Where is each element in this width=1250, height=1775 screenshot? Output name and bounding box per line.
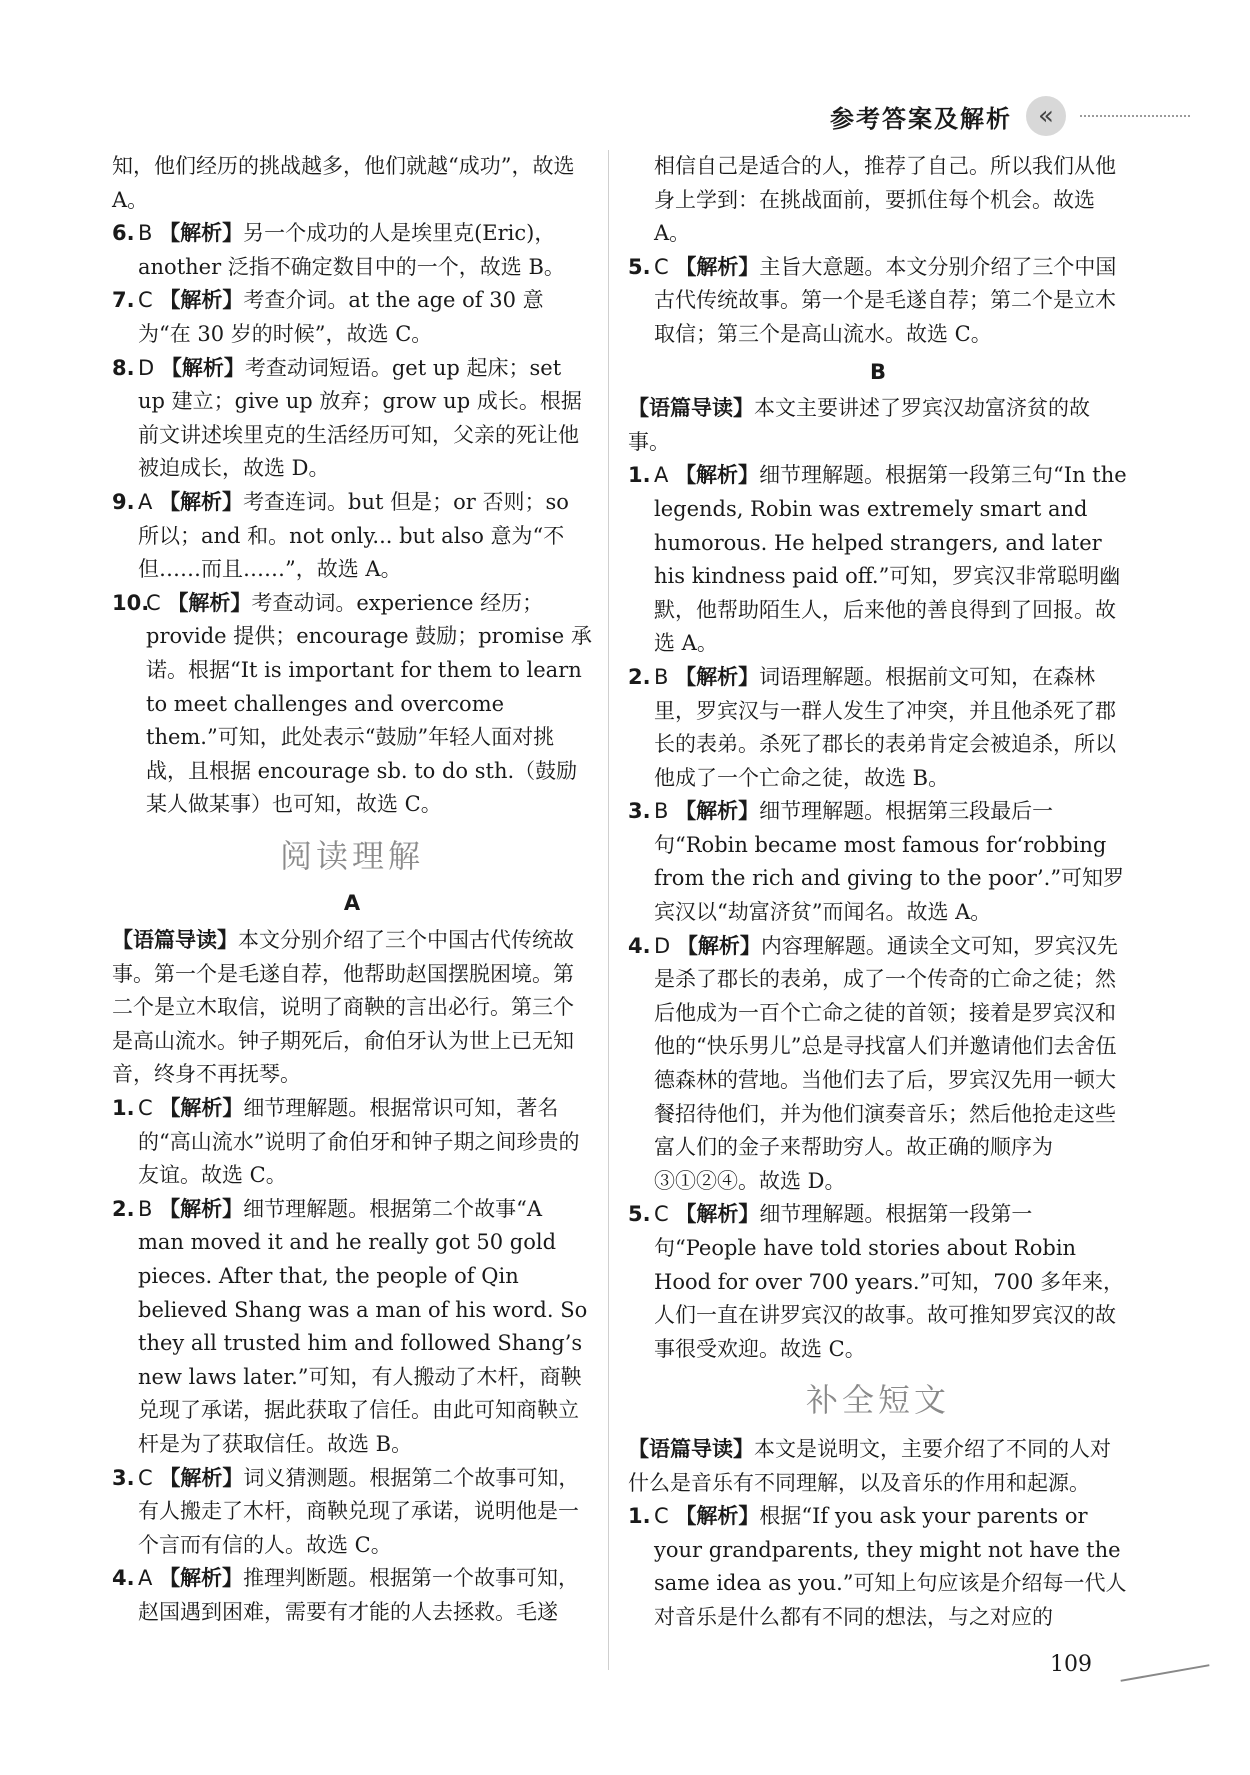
answer-item-10 xyxy=(112,587,592,822)
answer-letter: B xyxy=(654,664,669,689)
answer-letter: C xyxy=(146,590,161,615)
analysis-tag: 【解析】 xyxy=(160,355,245,380)
item-number: 1. xyxy=(628,463,651,488)
answer-letter: A xyxy=(138,1566,153,1591)
guide-text: 本文主要讲述了罗宾汉劫富济贫的故事。 xyxy=(628,396,1090,454)
item-number: 8. xyxy=(112,355,135,380)
guide-text: 本文分别介绍了三个中国古代传统故事。第一个是毛遂自荐，他帮助赵国摆脱困境。第二个是立木取信，说明了商鞅的言出必行。第三个是高山流水。钟子期死后，俞伯牙认为世上已无知音，终身不再抚琴。 xyxy=(112,928,574,1087)
guide-text: 本文是说明文，主要介绍了不同的人对什么是音乐有不同理解，以及音乐的作用和起源。 xyxy=(628,1436,1111,1495)
item-number: 1. xyxy=(628,1504,651,1529)
analysis-tag: 【解析】 xyxy=(675,799,760,824)
answer-item-a1 xyxy=(112,1092,592,1193)
item-number: 4. xyxy=(628,933,651,958)
analysis-tag: 【解析】 xyxy=(159,1465,244,1490)
analysis-tag: 【解析】 xyxy=(159,1566,244,1591)
item-number: 2. xyxy=(628,664,651,689)
item-number: 10. xyxy=(112,590,150,615)
answer-letter: C xyxy=(654,1202,669,1227)
reading-guide-cloze xyxy=(628,1432,1128,1500)
analysis-text: 细节理解题。根据第三段最后一句“Robin became most famous for‘robbing from the rich and giving to the poor’.”可知罗宾汉以“劫富济贫”而闻名。故选 A。 xyxy=(654,799,1125,925)
item-number: 7. xyxy=(112,288,135,313)
analysis-text: 词语理解题。根据前文可知，在森林里，罗宾汉与一群人发生了冲突，并且他杀死了郡长的表弟。杀死了郡长的表弟肯定会被追杀，所以他成了一个亡命之徒，故选 B。 xyxy=(654,664,1116,790)
analysis-tag: 【解析】 xyxy=(159,489,244,514)
item-number: 2. xyxy=(112,1196,135,1221)
answer-item-8 xyxy=(112,352,592,486)
analysis-text: 细节理解题。根据第一段第一句“People have told stories about Robin Hood for over 700 years.”可知，700 多年来，人们一直在讲罗宾汉的故事。故可推知罗宾汉的故事很受欢迎。故选 C。 xyxy=(654,1202,1125,1361)
item-number: 3. xyxy=(112,1465,135,1490)
analysis-text: 推理判断题。根据第一个故事可知，赵国遇到困难，需要有才能的人去拯救。毛遂 xyxy=(138,1566,580,1624)
answer-letter: D xyxy=(654,933,671,958)
guide-tag: 【语篇导读】 xyxy=(628,395,754,421)
analysis-text: 细节理解题。根据第一段第三句“In the legends, Robin was extremely smart and humorous. He helped strangers, and later his kindness paid off.”可知，罗宾汉非常聪明幽默，他帮助陌生人，后来他的善良得到了回报。故选 A。 xyxy=(654,463,1127,656)
answer-letter: A xyxy=(138,489,153,514)
analysis-tag: 【解析】 xyxy=(159,1096,244,1121)
answer-item-b4 xyxy=(628,930,1128,1199)
answer-item-a2 xyxy=(112,1193,592,1462)
answer-letter: C xyxy=(138,1465,153,1490)
header-title: 参考答案及解析 xyxy=(830,104,1012,133)
sub-title-b: B xyxy=(869,359,886,384)
answer-letter: B xyxy=(654,799,669,824)
answer-letter: C xyxy=(654,1504,669,1529)
answer-item-b1 xyxy=(628,459,1128,661)
analysis-text: 细节理解题。根据第二个故事“A man moved it and he really got 50 gold pieces. After that, the people of Qin believed Shang was a man of his word. So they all trusted him and followed Shang’s new laws later.”可知，有人搬动了木杆，商鞅兑现了承诺，据此获取了信任。由此可知商鞅立杆是为了获取信任。故选 B。 xyxy=(138,1196,588,1456)
answer-letter: B xyxy=(138,1196,153,1221)
analysis-tag: 【解析】 xyxy=(675,254,760,279)
header-dotted-rule xyxy=(1080,115,1190,117)
answer-item-b5 xyxy=(628,1198,1128,1366)
answer-letter: C xyxy=(654,254,669,279)
answer-item-b3 xyxy=(628,795,1128,929)
reading-guide-b xyxy=(628,391,1128,459)
answer-letter: C xyxy=(138,288,153,313)
analysis-tag: 【解析】 xyxy=(675,664,760,689)
analysis-text: 另一个成功的人是埃里克(Eric)，another 泛指不确定数目中的一个，故选 B。 xyxy=(138,221,565,279)
guide-tag: 【语篇导读】 xyxy=(112,927,238,953)
item-number: 4. xyxy=(112,1566,135,1591)
double-chevron-left-icon: « xyxy=(1026,96,1066,136)
answer-item-6 xyxy=(112,217,592,284)
analysis-text: 内容理解题。通读全文可知，罗宾汉先是杀了郡长的表弟，成了一个传奇的亡命之徒；然后他成为一百个亡命之徒的首领；接着是罗宾汉和他的“快乐男儿”总是寻找富人们并邀请他们去舍伍德森林的营地。当他们去了后，罗宾汉先用一顿大餐招待他们，并为他们演奏音乐；然后他抢走这些富人们的金子来帮助穷人。故正确的顺序为③①②④。故选 D。 xyxy=(654,933,1118,1193)
section-title-cloze: 补全短文 xyxy=(805,1381,950,1420)
answer-letter: C xyxy=(138,1096,153,1121)
analysis-text: 词义猜测题。根据第二个故事可知，有人搬走了木杆，商鞅兑现了承诺，说明他是一个言而有信的人。故选 C。 xyxy=(138,1465,580,1557)
analysis-tag: 【解析】 xyxy=(167,590,252,615)
guide-tag: 【语篇导读】 xyxy=(628,1435,754,1461)
item-number: 5. xyxy=(628,254,651,279)
analysis-tag: 【解析】 xyxy=(676,933,761,958)
analysis-tag: 【解析】 xyxy=(159,221,244,246)
right-intro: 相信自己是适合的人，推荐了自己。所以我们从他身上学到：在挑战面前，要抓住每个机会。故选 A。 xyxy=(654,154,1116,246)
column-divider xyxy=(608,150,609,1670)
answer-item-a3 xyxy=(112,1462,592,1563)
analysis-text: 主旨大意题。本文分别介绍了三个中国古代传统故事。第一个是毛遂自荐；第二个是立木取信；第三个是高山流水。故选 C。 xyxy=(654,254,1117,346)
reading-guide xyxy=(112,923,592,1092)
analysis-tag: 【解析】 xyxy=(675,1504,760,1529)
item-number: 5. xyxy=(628,1202,651,1227)
left-intro: 知，他们经历的挑战越多，他们就越“成功”，故选 A。 xyxy=(112,154,575,212)
sub-title-a: A xyxy=(343,891,361,916)
item-number: 6. xyxy=(112,221,135,246)
answer-letter: A xyxy=(654,463,669,488)
item-number: 9. xyxy=(112,489,135,514)
answer-letter: B xyxy=(138,221,153,246)
answer-item-b2 xyxy=(628,661,1128,795)
answer-item-9 xyxy=(112,486,592,587)
analysis-text: 考查动词短语。get up 起床；set up 建立；give up 放弃；grow up 成长。根据前文讲述埃里克的生活经历可知，父亲的死让他被迫成长，故选 D。 xyxy=(138,355,582,481)
page-number: 109 xyxy=(1050,1652,1092,1677)
item-number: 3. xyxy=(628,799,651,824)
analysis-text: 考查连词。but 但是；or 否则；so 所以；and 和。not only... but also 意为“不但……而且……”，故选 A。 xyxy=(138,489,569,582)
answer-letter: D xyxy=(138,355,155,380)
analysis-text: 细节理解题。根据常识可知，著名的“高山流水”说明了俞伯牙和钟子期之间珍贵的友谊。故选 C。 xyxy=(138,1096,580,1188)
analysis-tag: 【解析】 xyxy=(159,1196,244,1221)
analysis-text: 根据“If you ask your parents or your grandparents, they might not have the same idea as you.”可知上句应该是介绍每一代人对音乐是什么都有不同的想法，与之对应的 xyxy=(654,1504,1127,1629)
answer-item-7 xyxy=(112,284,592,351)
analysis-tag: 【解析】 xyxy=(159,288,244,313)
analysis-tag: 【解析】 xyxy=(675,463,760,488)
analysis-text: 考查动词。experience 经历；provide 提供；encourage 鼓励；promise 承诺。根据“It is important for them to learn to meet challenges and overcome them.”可知，此处表示“鼓励”年轻人面对挑战，且根据 encourage sb. to do sth.（鼓励某人做某事）也可知，故选 C。 xyxy=(146,590,592,817)
corner-decoration xyxy=(1121,1664,1210,1682)
analysis-tag: 【解析】 xyxy=(675,1202,760,1227)
left-column xyxy=(112,150,592,1630)
analysis-text: 考查介词。at the age of 30 意为“在 30 岁的时候”，故选 C。 xyxy=(138,288,544,346)
right-column xyxy=(628,150,1128,1635)
answer-item-a4 xyxy=(112,1562,592,1629)
section-title-reading: 阅读理解 xyxy=(279,836,424,875)
answer-item-c1 xyxy=(628,1500,1128,1634)
item-number: 1. xyxy=(112,1096,135,1121)
page-header xyxy=(640,96,1190,136)
answer-item-a5 xyxy=(628,251,1128,352)
